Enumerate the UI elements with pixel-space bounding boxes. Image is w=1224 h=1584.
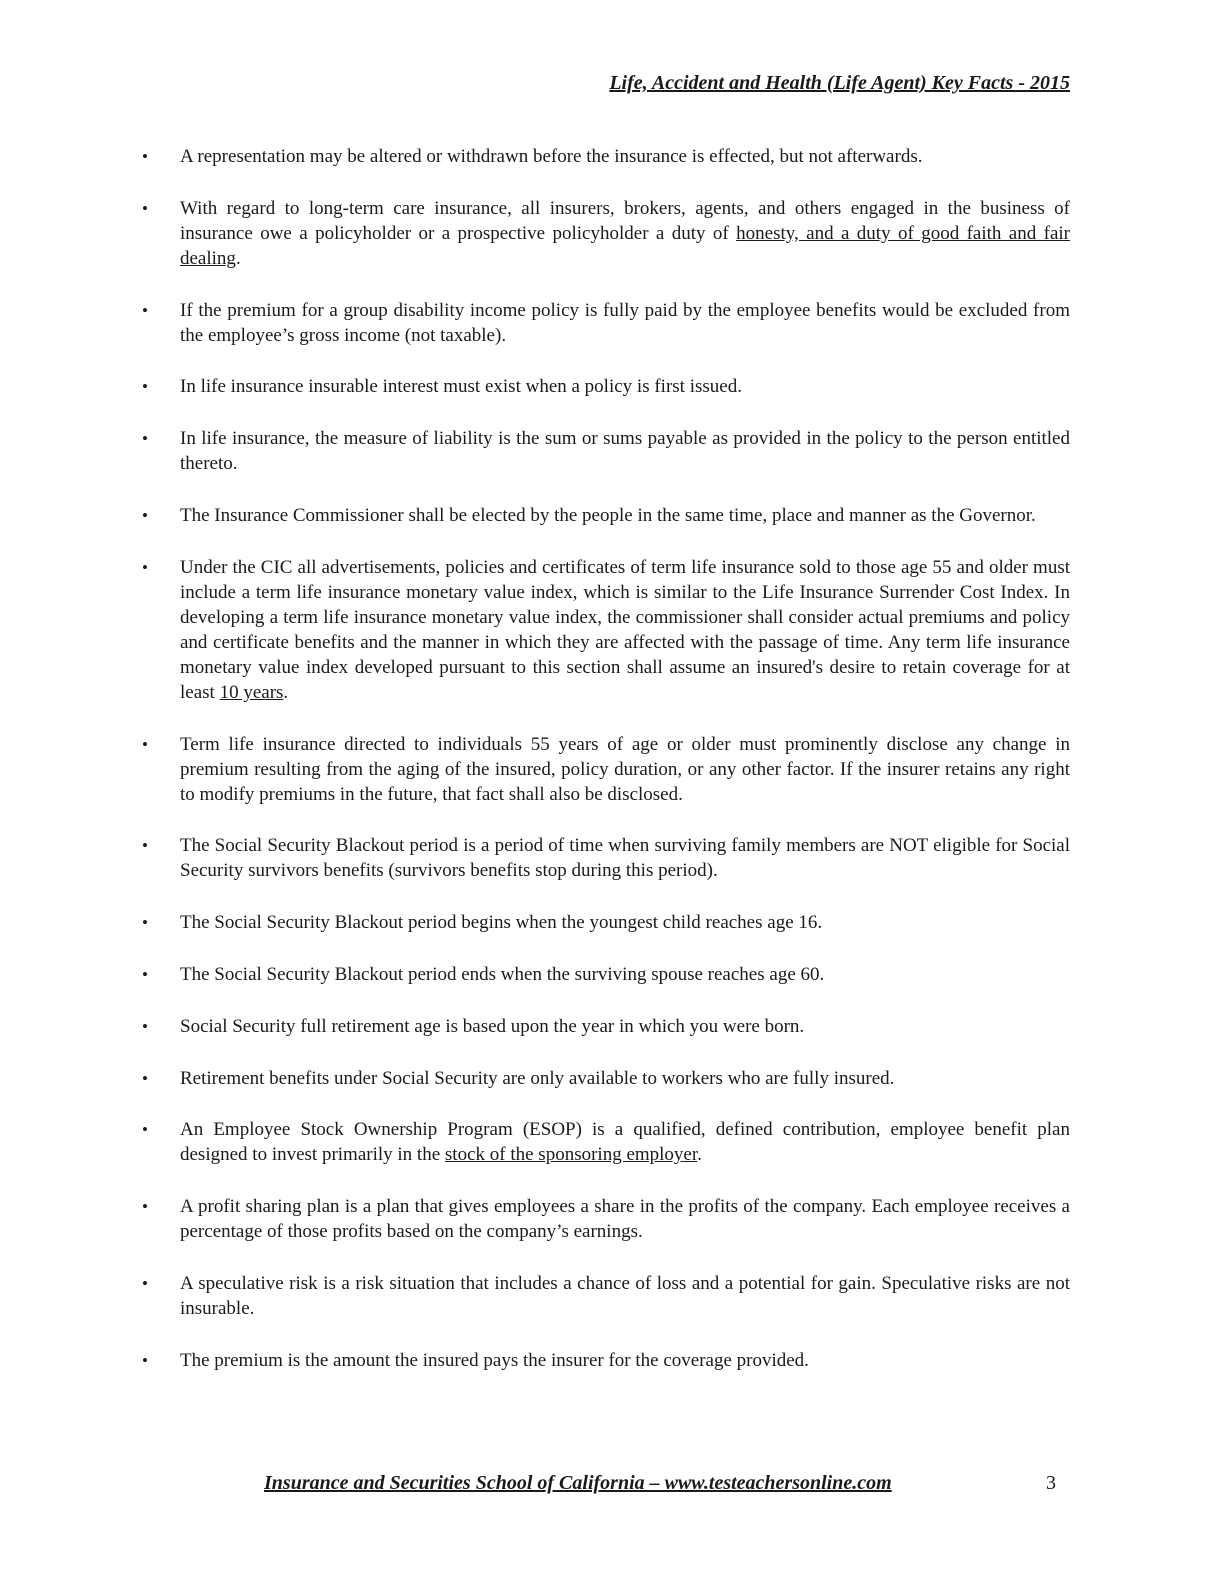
- list-item-underlined-text: stock of the sponsoring employer: [444, 1144, 698, 1166]
- bullet-icon: •: [142, 377, 148, 397]
- list-item: [142, 144, 1070, 169]
- list-item-text: With regard to long-term care insurance, all insurers, brokers, agents, and others engaged in the business of insurance owe a policyholder or a prospective policyholder a duty of: [180, 197, 1070, 244]
- bullet-icon: •: [142, 1273, 148, 1293]
- bullet-icon: •: [142, 198, 148, 218]
- list-item-text: Under the CIC all advertisements, policies and certificates of term life insurance sold to those age 55 and older must include a term life insurance monetary value index, which is similar to the Life Insurance Surrender Cost Index. In developing a term life insurance monetary value index, the commissioner shall consider actual premiums and policy and certificate benefits and the manner in which they are affected with the passage of time. Any term life insurance monetary value index developed pursuant to this section shall assume an insured's desire to retain coverage for at least: [180, 556, 1070, 703]
- bullet-icon: •: [142, 300, 148, 320]
- bullet-icon: •: [142, 1120, 148, 1140]
- page-header-title: Life, Accident and Health (Life Agent) Key Facts - 2015: [609, 72, 1070, 94]
- list-item-text: A profit sharing plan is a plan that gives employees a share in the profits of the company. Each employee receives a percentage of those profits based on the company’s earnings.: [180, 1196, 1070, 1243]
- list-item-text: In life insurance, the measure of liability is the sum or sums payable as provided in the policy to the person entitled thereto.: [180, 428, 1070, 475]
- list-item-text: A speculative risk is a risk situation that includes a chance of loss and a potential for gain. Speculative risks are not insurable.: [180, 1272, 1070, 1319]
- list-item-underlined-text: honesty, and a duty of good faith and fair dealing: [180, 222, 1070, 269]
- page-footer-text: Insurance and Securities School of California – www.testeachersonline.com: [264, 1472, 892, 1494]
- bullet-icon: •: [142, 1350, 148, 1370]
- page-number: 3: [1046, 1472, 1056, 1494]
- bullet-icon: •: [142, 913, 148, 933]
- list-item-text: An Employee Stock Ownership Program (ESOP) is a qualified, defined contribution, employee benefit plan designed to invest primarily in the: [180, 1119, 1070, 1166]
- list-item: [142, 298, 1070, 348]
- list-item: [142, 833, 1070, 883]
- bullet-icon: •: [142, 734, 148, 754]
- bullet-icon: •: [142, 429, 148, 449]
- list-item-text-end: .: [283, 681, 289, 703]
- list-item: [142, 426, 1070, 476]
- list-item-text: In life insurance insurable interest must exist when a policy is first issued.: [180, 376, 742, 398]
- list-item-text: A representation may be altered or withdrawn before the insurance is effected, but not afterwards.: [180, 146, 923, 167]
- list-item-text-end: .: [235, 247, 241, 269]
- list-item-text: The Social Security Blackout period ends when the surviving spouse reaches age 60.: [180, 963, 825, 985]
- list-item-text: The premium is the amount the insured pays the insurer for the coverage provided.: [180, 1349, 809, 1371]
- list-item-text: If the premium for a group disability income policy is fully paid by the employee benefits would be excluded from the employee’s gross income (not taxable).: [180, 299, 1070, 346]
- bullet-icon: •: [142, 1197, 148, 1217]
- bullet-icon: •: [142, 557, 148, 577]
- list-item: [142, 374, 1070, 399]
- list-item: [142, 1271, 1070, 1321]
- list-item-text: Social Security full retirement age is based upon the year in which you were born.: [180, 1015, 805, 1037]
- list-item: [142, 1066, 1070, 1091]
- bullet-icon: •: [142, 505, 148, 525]
- list-item: [142, 910, 1070, 935]
- list-item-text-end: .: [697, 1144, 702, 1166]
- list-item: [142, 1117, 1070, 1167]
- list-item: [142, 1014, 1070, 1039]
- bullet-icon: •: [142, 1016, 148, 1036]
- bullet-icon: •: [142, 964, 148, 984]
- list-item-text: The Social Security Blackout period is a period of time when surviving family members are NOT eligible for Social Security survivors benefits (survivors benefits stop during this period).: [180, 835, 1070, 882]
- list-item-text: The Social Security Blackout period begins when the youngest child reaches age 16.: [180, 912, 823, 934]
- bullet-icon: •: [142, 147, 148, 166]
- list-item-underlined-text: 10 years: [219, 681, 284, 703]
- list-item-text: Term life insurance directed to individuals 55 years of age or older must prominently disclose any change in premium resulting from the aging of the insured, policy duration, or any other factor. If the insurer retains any right to modify premiums in the future, that fact shall also be disclosed.: [180, 733, 1070, 805]
- bullet-icon: •: [142, 1068, 148, 1088]
- list-item-text: The Insurance Commissioner shall be elected by the people in the same time, place and manner as the Governor.: [180, 504, 1036, 526]
- list-item: [142, 503, 1070, 528]
- list-item: [142, 962, 1070, 987]
- list-item: [142, 732, 1070, 807]
- list-item: [142, 555, 1070, 705]
- key-facts-list: [142, 144, 1070, 1400]
- list-item-text: Retirement benefits under Social Security are only available to workers who are fully insured.: [180, 1067, 895, 1089]
- list-item: [142, 1194, 1070, 1244]
- list-item: [142, 196, 1070, 271]
- list-item: [142, 1348, 1070, 1373]
- bullet-icon: •: [142, 836, 148, 856]
